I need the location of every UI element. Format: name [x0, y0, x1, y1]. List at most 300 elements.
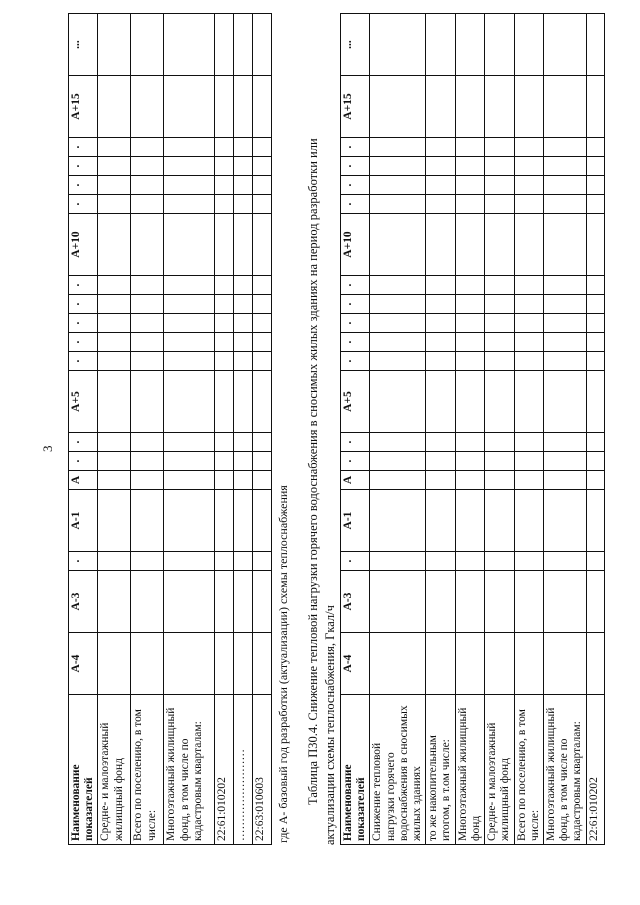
- table-cell: [131, 214, 164, 276]
- table-cell: [215, 471, 234, 490]
- table-cell: [131, 571, 164, 633]
- column-header-year: .: [69, 552, 98, 571]
- table-cell: [164, 352, 215, 371]
- table-cell: [455, 333, 484, 352]
- row-label: Многоэтажный жилищный фонд: [455, 695, 484, 845]
- table-cell: [370, 352, 426, 371]
- table-cell: [485, 314, 514, 333]
- table-cell: [215, 276, 234, 295]
- table-cell: [98, 452, 131, 471]
- table-cell: [234, 214, 253, 276]
- table-cell: [514, 295, 543, 314]
- table-row: [455, 14, 484, 845]
- column-header-year: .: [69, 176, 98, 195]
- row-label: Многоэтажный жилищный фонд, в том числе по кадастровым кварталам:: [164, 695, 215, 845]
- table-cell: [586, 471, 604, 490]
- column-header-year: А-4: [69, 633, 98, 695]
- table-cell: [164, 76, 215, 138]
- table-cell: [514, 552, 543, 571]
- table-cell: [426, 471, 455, 490]
- table-cell: [586, 295, 604, 314]
- table-cell: [514, 276, 543, 295]
- table-cell: [131, 333, 164, 352]
- row-label: Всего по поселению, в том числе:: [514, 695, 543, 845]
- table-cell: [544, 490, 587, 552]
- table-cell: [514, 14, 543, 76]
- table-cell: [455, 176, 484, 195]
- table-cell: [215, 176, 234, 195]
- column-header-year: ...: [340, 14, 369, 76]
- table-cell: [253, 633, 272, 695]
- table-cell: [485, 295, 514, 314]
- table-cell: [234, 433, 253, 452]
- caption-line-1: Таблица П30.4. Снижение тепловой нагрузки горячего водоснабжения в сносимых жилых зданиях на период разработки или: [306, 138, 321, 805]
- table-cell: [98, 14, 131, 76]
- table-cell: [98, 490, 131, 552]
- table-cell: [586, 314, 604, 333]
- table-cell: [234, 276, 253, 295]
- table-cell: [131, 276, 164, 295]
- table-cell: [544, 471, 587, 490]
- table-cell: [370, 176, 426, 195]
- table-cell: [98, 571, 131, 633]
- table-cell: [514, 76, 543, 138]
- table-cell: [370, 276, 426, 295]
- table-cell: [485, 176, 514, 195]
- column-header-year: .: [340, 195, 369, 214]
- table-cell: [586, 195, 604, 214]
- table-cell: [514, 471, 543, 490]
- table-cell: [370, 452, 426, 471]
- table-cell: [544, 433, 587, 452]
- table-cell: [455, 76, 484, 138]
- table-cell: [455, 433, 484, 452]
- table-cell: [370, 314, 426, 333]
- table-cell: [586, 157, 604, 176]
- column-header-year: А+10: [340, 214, 369, 276]
- column-header-year: .: [69, 195, 98, 214]
- table-cell: [586, 452, 604, 471]
- table-row: [131, 14, 164, 845]
- table-cell: [98, 76, 131, 138]
- column-header-year: .: [340, 433, 369, 452]
- column-header-year: .: [69, 314, 98, 333]
- table-cell: [544, 176, 587, 195]
- table-cell: [485, 352, 514, 371]
- table-cell: [234, 633, 253, 695]
- table-cell: [98, 176, 131, 195]
- table-cell: [514, 452, 543, 471]
- column-header-year: .: [69, 157, 98, 176]
- table-cell: [586, 214, 604, 276]
- table-cell: [586, 571, 604, 633]
- table-cell: [586, 433, 604, 452]
- table-cell: [370, 471, 426, 490]
- table-cell: [234, 14, 253, 76]
- table-cell: [215, 333, 234, 352]
- table-cell: [514, 214, 543, 276]
- table-cell: [544, 314, 587, 333]
- table-cell: [426, 490, 455, 552]
- column-header-year: .: [69, 138, 98, 157]
- table-cell: [544, 333, 587, 352]
- table-cell: [586, 333, 604, 352]
- column-header-year: .: [69, 295, 98, 314]
- table-cell: [426, 571, 455, 633]
- table-cell: [253, 471, 272, 490]
- column-header-year: ...: [69, 14, 98, 76]
- table-cell: [370, 371, 426, 433]
- table-cell: [426, 352, 455, 371]
- table-cell: [253, 352, 272, 371]
- table-cell: [131, 552, 164, 571]
- table-cell: [215, 433, 234, 452]
- table-row: [164, 14, 215, 845]
- column-header-year: .: [69, 276, 98, 295]
- table-cell: [253, 276, 272, 295]
- table-cell: [164, 452, 215, 471]
- table-cell: [164, 295, 215, 314]
- column-header-year: А-4: [340, 633, 369, 695]
- table-1: [68, 13, 272, 845]
- table-cell: [514, 176, 543, 195]
- table-cell: [485, 571, 514, 633]
- column-header-year: .: [340, 138, 369, 157]
- table-cell: [426, 333, 455, 352]
- column-header-year: А+15: [69, 76, 98, 138]
- table-cell: [253, 571, 272, 633]
- table-cell: [426, 176, 455, 195]
- table-cell: [131, 138, 164, 157]
- table-cell: [586, 138, 604, 157]
- table-cell: [215, 295, 234, 314]
- table-cell: [98, 276, 131, 295]
- column-header-year: .: [340, 552, 369, 571]
- table-cell: [544, 276, 587, 295]
- table-cell: [98, 352, 131, 371]
- row-label: Многоэтажный жилищный фонд, в том числе по кадастровым кварталам:: [544, 695, 587, 845]
- table-cell: [586, 276, 604, 295]
- column-header-year: .: [69, 352, 98, 371]
- table-cell: [426, 157, 455, 176]
- table-cell: [98, 195, 131, 214]
- table-cell: [370, 433, 426, 452]
- column-header-year: А-3: [340, 571, 369, 633]
- table-cell: [544, 76, 587, 138]
- table-cell: [485, 490, 514, 552]
- table-cell: [370, 552, 426, 571]
- table-cell: [253, 552, 272, 571]
- table-cell: [485, 552, 514, 571]
- table-cell: [164, 490, 215, 552]
- table-cell: [485, 452, 514, 471]
- table-cell: [234, 76, 253, 138]
- table-row: [586, 14, 604, 845]
- table-cell: [253, 314, 272, 333]
- column-header-name: Наименование показателей: [69, 695, 98, 845]
- table-cell: [253, 14, 272, 76]
- table-cell: [544, 14, 587, 76]
- table-cell: [455, 157, 484, 176]
- table-cell: [253, 490, 272, 552]
- table-cell: [455, 633, 484, 695]
- table-cell: [426, 314, 455, 333]
- table-cell: [253, 433, 272, 452]
- row-label: 22:63:010603: [253, 695, 272, 845]
- table-cell: [485, 214, 514, 276]
- table-row: [426, 14, 455, 845]
- table-cell: [485, 433, 514, 452]
- table-cell: [131, 433, 164, 452]
- table-cell: [253, 333, 272, 352]
- table-cell: [234, 352, 253, 371]
- table-cell: [544, 214, 587, 276]
- table-row: [544, 14, 587, 845]
- table-cell: [544, 295, 587, 314]
- table-cell: [514, 490, 543, 552]
- table-cell: [164, 214, 215, 276]
- table-cell: [514, 633, 543, 695]
- table-cell: [485, 157, 514, 176]
- table-cell: [455, 452, 484, 471]
- table-cell: [586, 552, 604, 571]
- row-label: ……………………: [234, 695, 253, 845]
- row-label: то же накопительным итогом, в т.ом числе:: [426, 695, 455, 845]
- table-cell: [98, 371, 131, 433]
- table-cell: [164, 552, 215, 571]
- row-label: Средне- и малоэтажный жилищный фонд: [98, 695, 131, 845]
- table-cell: [215, 490, 234, 552]
- row-label: Средне- и малоэтажный жилищный фонд: [485, 695, 514, 845]
- table-cell: [544, 352, 587, 371]
- column-header-year: .: [340, 276, 369, 295]
- table-cell: [485, 276, 514, 295]
- table-cell: [485, 371, 514, 433]
- table-cell: [253, 157, 272, 176]
- table-cell: [164, 633, 215, 695]
- table-2: [340, 13, 605, 845]
- table-cell: [131, 633, 164, 695]
- table-cell: [514, 352, 543, 371]
- row-label: Снижение тепловой нагрузки горячего водоснабжения в сносимых жилых зданиях: [370, 695, 426, 845]
- table-cell: [131, 371, 164, 433]
- column-header-year: .: [340, 295, 369, 314]
- table-cell: [426, 14, 455, 76]
- table-cell: [426, 371, 455, 433]
- column-header-year: .: [69, 433, 98, 452]
- table-cell: [586, 14, 604, 76]
- table-cell: [131, 176, 164, 195]
- table-cell: [426, 214, 455, 276]
- table-cell: [253, 371, 272, 433]
- table-cell: [215, 214, 234, 276]
- table-cell: [215, 552, 234, 571]
- table-row: [98, 14, 131, 845]
- table-cell: [253, 452, 272, 471]
- column-header-year: А+5: [69, 371, 98, 433]
- table-cell: [485, 14, 514, 76]
- table-cell: [164, 176, 215, 195]
- table-cell: [164, 157, 215, 176]
- table-cell: [164, 195, 215, 214]
- table-cell: [370, 14, 426, 76]
- table-cell: [234, 371, 253, 433]
- table-cell: [164, 571, 215, 633]
- table-cell: [253, 138, 272, 157]
- table-row: [370, 14, 426, 845]
- table-cell: [253, 176, 272, 195]
- table-cell: [426, 295, 455, 314]
- table-cell: [514, 333, 543, 352]
- table-cell: [455, 195, 484, 214]
- column-header-name: Наименование показателей: [340, 695, 369, 845]
- table-cell: [426, 76, 455, 138]
- table-cell: [131, 157, 164, 176]
- table-row: [514, 14, 543, 845]
- table-cell: [253, 76, 272, 138]
- column-header-year: .: [340, 157, 369, 176]
- table-cell: [131, 452, 164, 471]
- table-cell: [455, 571, 484, 633]
- table-cell: [426, 552, 455, 571]
- table-cell: [98, 295, 131, 314]
- table-cell: [370, 138, 426, 157]
- row-label: 22:61:010202: [586, 695, 604, 845]
- table-cell: [164, 138, 215, 157]
- table-cell: [234, 157, 253, 176]
- table-cell: [544, 633, 587, 695]
- table-cell: [514, 138, 543, 157]
- row-label: Всего по поселению, в том числе:: [131, 695, 164, 845]
- table-cell: [98, 333, 131, 352]
- table-cell: [131, 490, 164, 552]
- table-cell: [485, 138, 514, 157]
- table-cell: [455, 352, 484, 371]
- table-2-caption: [305, 45, 338, 845]
- table-row: [485, 14, 514, 845]
- table-cell: [370, 571, 426, 633]
- table-cell: [485, 633, 514, 695]
- column-header-year: .: [340, 176, 369, 195]
- table-cell: [98, 471, 131, 490]
- table-cell: [234, 195, 253, 214]
- column-header-year: .: [69, 333, 98, 352]
- table-cell: [131, 195, 164, 214]
- table-cell: [514, 371, 543, 433]
- column-header-year: .: [340, 352, 369, 371]
- table-cell: [164, 276, 215, 295]
- table-cell: [544, 371, 587, 433]
- table-cell: [514, 314, 543, 333]
- table-cell: [164, 314, 215, 333]
- table-cell: [234, 571, 253, 633]
- table-cell: [215, 157, 234, 176]
- table-cell: [131, 352, 164, 371]
- table-cell: [426, 633, 455, 695]
- table-cell: [215, 314, 234, 333]
- table-cell: [131, 295, 164, 314]
- table-cell: [426, 276, 455, 295]
- table-cell: [215, 633, 234, 695]
- table-cell: [215, 76, 234, 138]
- table-cell: [455, 276, 484, 295]
- table-cell: [586, 633, 604, 695]
- column-header-year: А+5: [340, 371, 369, 433]
- table-cell: [215, 352, 234, 371]
- table-cell: [253, 295, 272, 314]
- table-cell: [370, 76, 426, 138]
- column-header-year: .: [340, 314, 369, 333]
- column-header-year: .: [69, 452, 98, 471]
- table-cell: [215, 571, 234, 633]
- table-cell: [544, 552, 587, 571]
- table-row: [253, 14, 272, 845]
- table-cell: [455, 295, 484, 314]
- table-row: [234, 14, 253, 845]
- table-cell: [131, 76, 164, 138]
- table-row: [215, 14, 234, 845]
- table-cell: [370, 157, 426, 176]
- table-cell: [455, 552, 484, 571]
- table-cell: [586, 176, 604, 195]
- table-cell: [544, 452, 587, 471]
- table-cell: [370, 490, 426, 552]
- table-cell: [485, 195, 514, 214]
- table-cell: [234, 452, 253, 471]
- table-cell: [455, 371, 484, 433]
- table-cell: [485, 76, 514, 138]
- table-cell: [485, 333, 514, 352]
- table-cell: [544, 195, 587, 214]
- table-cell: [215, 195, 234, 214]
- column-header-year: А: [69, 471, 98, 490]
- table-cell: [586, 352, 604, 371]
- table-cell: [544, 157, 587, 176]
- table-cell: [98, 552, 131, 571]
- table-cell: [370, 195, 426, 214]
- table-cell: [426, 138, 455, 157]
- table-cell: [426, 433, 455, 452]
- table-cell: [455, 314, 484, 333]
- column-header-year: .: [340, 452, 369, 471]
- row-label: 22:61:010202: [215, 695, 234, 845]
- table-cell: [234, 552, 253, 571]
- table-cell: [234, 176, 253, 195]
- table-cell: [370, 333, 426, 352]
- table-2-header: [340, 14, 369, 845]
- table-cell: [370, 633, 426, 695]
- column-header-year: А+15: [340, 76, 369, 138]
- sheet-content: [68, 40, 605, 845]
- table-cell: [215, 138, 234, 157]
- table-cell: [426, 452, 455, 471]
- table-cell: [253, 214, 272, 276]
- column-header-year: А+10: [69, 214, 98, 276]
- table-cell: [253, 195, 272, 214]
- table-cell: [98, 433, 131, 452]
- table-cell: [98, 138, 131, 157]
- table-cell: [455, 471, 484, 490]
- table-cell: [164, 471, 215, 490]
- column-header-year: А: [340, 471, 369, 490]
- table-cell: [455, 490, 484, 552]
- table-cell: [514, 433, 543, 452]
- table-cell: [98, 214, 131, 276]
- column-header-year: .: [340, 333, 369, 352]
- caption-line-2: актуализации схемы теплоснабжения, Гкал/ч: [322, 605, 337, 845]
- table-cell: [544, 138, 587, 157]
- base-year-note: где А- базовый год разработки (актуализации) схемы теплоснабжения: [276, 485, 291, 843]
